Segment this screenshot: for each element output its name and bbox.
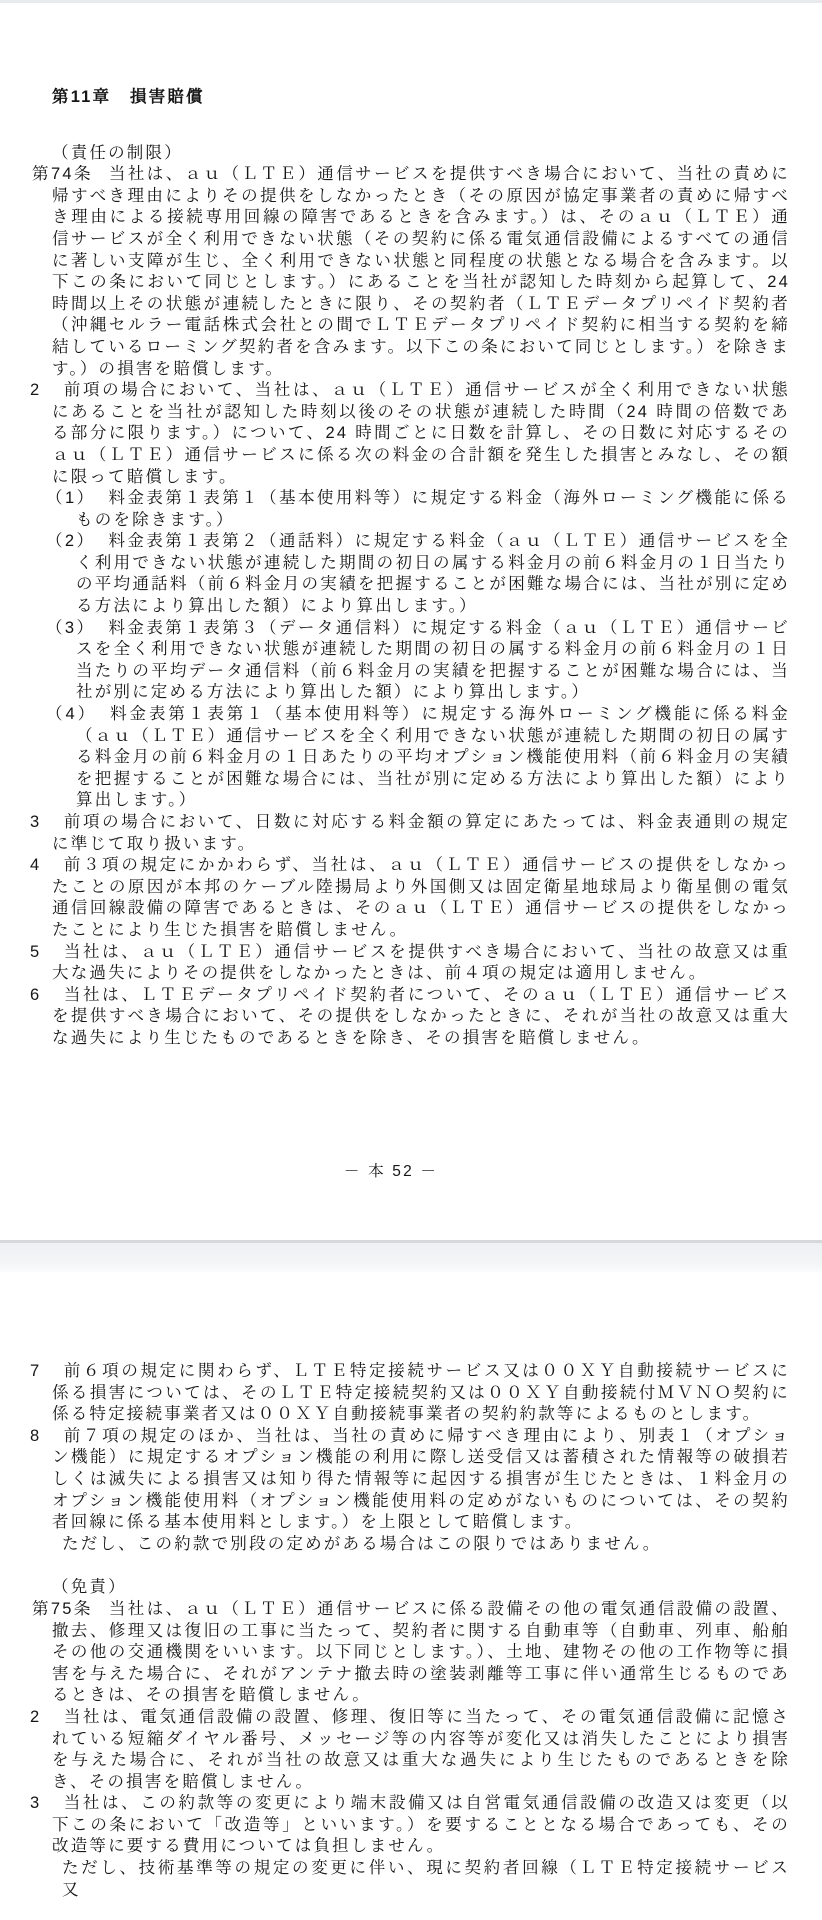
- article-number: 第74条: [32, 165, 93, 184]
- chapter-heading: 第11章 損害賠償: [52, 88, 205, 106]
- article-75-paragraph-3: [0, 1793, 790, 1858]
- article-75-paragraph-2: [0, 1707, 790, 1793]
- paragraph-number: 3: [30, 813, 42, 831]
- page-number: － 本 52 －: [343, 1163, 439, 1180]
- section-label-liability-limit: （責任の制限）: [52, 143, 183, 162]
- item-number: （1）: [46, 489, 96, 508]
- article-74-paragraph-3: [0, 812, 790, 855]
- paragraph-text: 当社は、ａｕ（ＬＴＥ）通信サービスを提供すべき場合において、当社の故意又は重大な過失によりその提供をしなかったときは、前４項の規定は適用しません。: [52, 942, 790, 983]
- paragraph-text: 前項の場合において、日数に対応する料金額の算定にあたっては、料金表通則の規定に準じて取り扱います。: [52, 813, 790, 853]
- item-text: 料金表第１表第１（基本使用料等）に規定する海外ローミング機能に係る料金（ａｕ（ＬＴＥ）通信サービスを全く利用できない状態が連続した期間の初日の属する料金月の前６料金月の１日あたりの平均オプション機能使用料（前６料金月の実績を把握することが困難な場合には、当社が別に定める方法により算出した額）により算出します。）: [76, 705, 791, 810]
- article-74-item-2: [0, 531, 790, 617]
- article-74-paragraph-4: [0, 855, 790, 941]
- paragraph-number: 5: [30, 942, 42, 961]
- paragraph-text: 前３項の規定にかかわらず、当社は、ａｕ（ＬＴＥ）通信サービスの提供をしなかったことの原因が本邦のケーブル陸揚局より外国側又は固定衛星地球局より衛星側の電気通信回線設備の障害であるときは、そのａｕ（ＬＴＥ）通信サービスの提供をしなかったことにより生じた損害を賠償しません。: [52, 856, 790, 939]
- paragraph-number: 3: [30, 1794, 42, 1813]
- paragraph-text: 当社は、ａｕ（ＬＴＥ）通信サービスを提供すべき場合において、当社の責めに帰すべき理由によりその提供をしなかったとき（その原因が協定事業者の責めに帰すべき理由による接続専用回線の障害であるときを含みます。）は、そのａｕ（ＬＴＥ）通信サービスが全く利用できない状態（その契約に係る電気通信設備によるすべての通信に著しい支障が生じ、全く利用できない状態と同程度の状態となる場合を含みます。以下この条において同じとします。）にあることを当社が認知した時刻から起算して、24 時間以上その状態が連続したときに限り、その契約者（ＬＴＥデータプリペイド契約者（沖縄セルラー電話株式会社との間でＬＴＥデータプリペイド契約に相当する契約を締結しているローミング契約者を含みます。以下この条において同じとします。）を除きます。）の損害を賠償します。: [52, 165, 790, 378]
- paragraph-number: 4: [30, 856, 42, 875]
- item-number: （2）: [46, 532, 96, 551]
- item-number: （3）: [46, 618, 96, 637]
- paragraph-number: 6: [30, 985, 42, 1004]
- paragraph-text: 前６項の規定に関わらず、ＬＴＥ特定接続サービス又は００ＸＹ自動接続サービスに係る損害については、そのＬＴＥ特定接続契約又は００ＸＹ自動接続付ＭＶＮＯ契約に係る特定接続事業者又は００ＸＹ自動接続事業者の契約約款等によるものとします。: [52, 1362, 790, 1424]
- article-74-item-1: [0, 488, 790, 531]
- paragraph-8-proviso: ただし、この約款で別段の定めがある場合はこの限りではありません。: [62, 1534, 662, 1553]
- section-label-exemption: （免責）: [52, 1578, 127, 1597]
- page-break-gap: [0, 1240, 822, 1272]
- item-text: 料金表第１表第２（通話料）に規定する料金（ａｕ（ＬＴＥ）通信サービスを全く利用できない状態が連続した期間の初日の属する料金月の前６料金月の１日当たりの平均通話料（前６料金月の実績を把握することが困難な場合には、当社が別に定める方法により算出した額）により算出します。）: [76, 532, 791, 616]
- paragraph-text: 当社は、この約款等の変更により端末設備又は自営電気通信設備の改造又は変更（以下この条において「改造等」といいます。）を要することとなる場合であっても、その改造等に要する費用については負担しません。: [52, 1794, 790, 1856]
- paragraph-text: 当社は、ＬＴＥデータプリペイド契約者について、そのａｕ（ＬＴＥ）通信サービスを提供すべき場合において、その提供をしなかったときに、それが当社の故意又は重大な過失により生じたものであるときを除き、その損害を賠償しません。: [52, 985, 790, 1047]
- article-74-paragraph-8: [0, 1426, 790, 1534]
- pdf-page-2: [0, 1272, 822, 1920]
- paragraph-text: 前項の場合において、当社は、ａｕ（ＬＴＥ）通信サービスが全く利用できない状態にあることを当社が認知した時刻以後のその状態が連続した時間（24 時間の倍数である部分に限ります。）について、24 時間ごとに日数を計算し、その日数に対応するそのａｕ（ＬＴＥ）通信サービスに係る次の料金の合計額を発生した損害とみなし、その額に限って賠償します。: [52, 381, 790, 486]
- item-number: （4）: [46, 705, 98, 724]
- paragraph-number: 7: [30, 1362, 42, 1380]
- article-74-paragraph-5: [0, 942, 790, 985]
- paragraph-text: 前７項の規定のほか、当社は、当社の責めに帰すべき理由により、別表１（オプション機能）に規定するオプション機能の利用に際し送受信又は蓄積された情報等の破損若しくは滅失による損害又は知り得た情報等に起因する損害が生じたときは、１料金月のオプション機能使用料（オプション機能使用料の定めがないものについては、その契約者回線に係る基本使用料とします。）を上限として賠償します。: [52, 1426, 790, 1532]
- article-74-item-4: [0, 704, 790, 812]
- article-74-paragraph-1: [0, 164, 790, 380]
- item-text: 料金表第１表第３（データ通信料）に規定する料金（ａｕ（ＬＴＥ）通信サービスを全く利用できない状態が連続した期間の初日の属する料金月の前６料金月の１日当たりの平均データ通信料（前６料金月の実績を把握することが困難な場合には、当社が別に定める方法により算出した額）により算出します。）: [76, 618, 791, 702]
- pdf-page-1: [0, 3, 822, 1240]
- article-number: 第75条: [32, 1599, 93, 1618]
- paragraph-number: 2: [30, 1707, 42, 1726]
- paragraph-number: 2: [30, 381, 42, 400]
- paragraph-text: 当社は、電気通信設備の設置、修理、復旧等に当たって、その電気通信設備に記憶されている短縮ダイヤル番号、メッセージ等の内容等が変化又は消失したことにより損害を与えた場合に、それが当社の故意又は重大な過失により生じたものであるときを除き、その損害を賠償しません。: [52, 1707, 790, 1791]
- article-75-paragraph-1: [0, 1599, 790, 1707]
- item-text: 料金表第１表第１（基本使用料等）に規定する料金（海外ローミング機能に係るものを除きます。）: [76, 489, 790, 529]
- article-74-paragraph-7: [0, 1361, 790, 1426]
- article-74-item-3: [0, 618, 790, 704]
- paragraph-number: 8: [30, 1426, 42, 1445]
- paragraph-3-proviso-partial: ただし、技術基準等の規定の変更に伴い、現に契約者回線（ＬＴＥ特定接続サービス又: [62, 1859, 790, 1899]
- article-74-paragraph-6: [0, 985, 790, 1050]
- paragraph-text: 当社は、ａｕ（ＬＴＥ）通信サービスに係る設備その他の電気通信設備の設置、撤去、修理又は復旧の工事に当たって、契約者に関する自動車等（自動車、列車、船舶その他の交通機関をいいます。以下同じとします。）、土地、建物その他の工作物等に損害を与えた場合に、それがアンテナ撤去時の塗装剥離等工事に伴い通常生じるものであるときは、その損害を賠償しません。: [52, 1599, 791, 1705]
- article-74-paragraph-2: [0, 380, 790, 488]
